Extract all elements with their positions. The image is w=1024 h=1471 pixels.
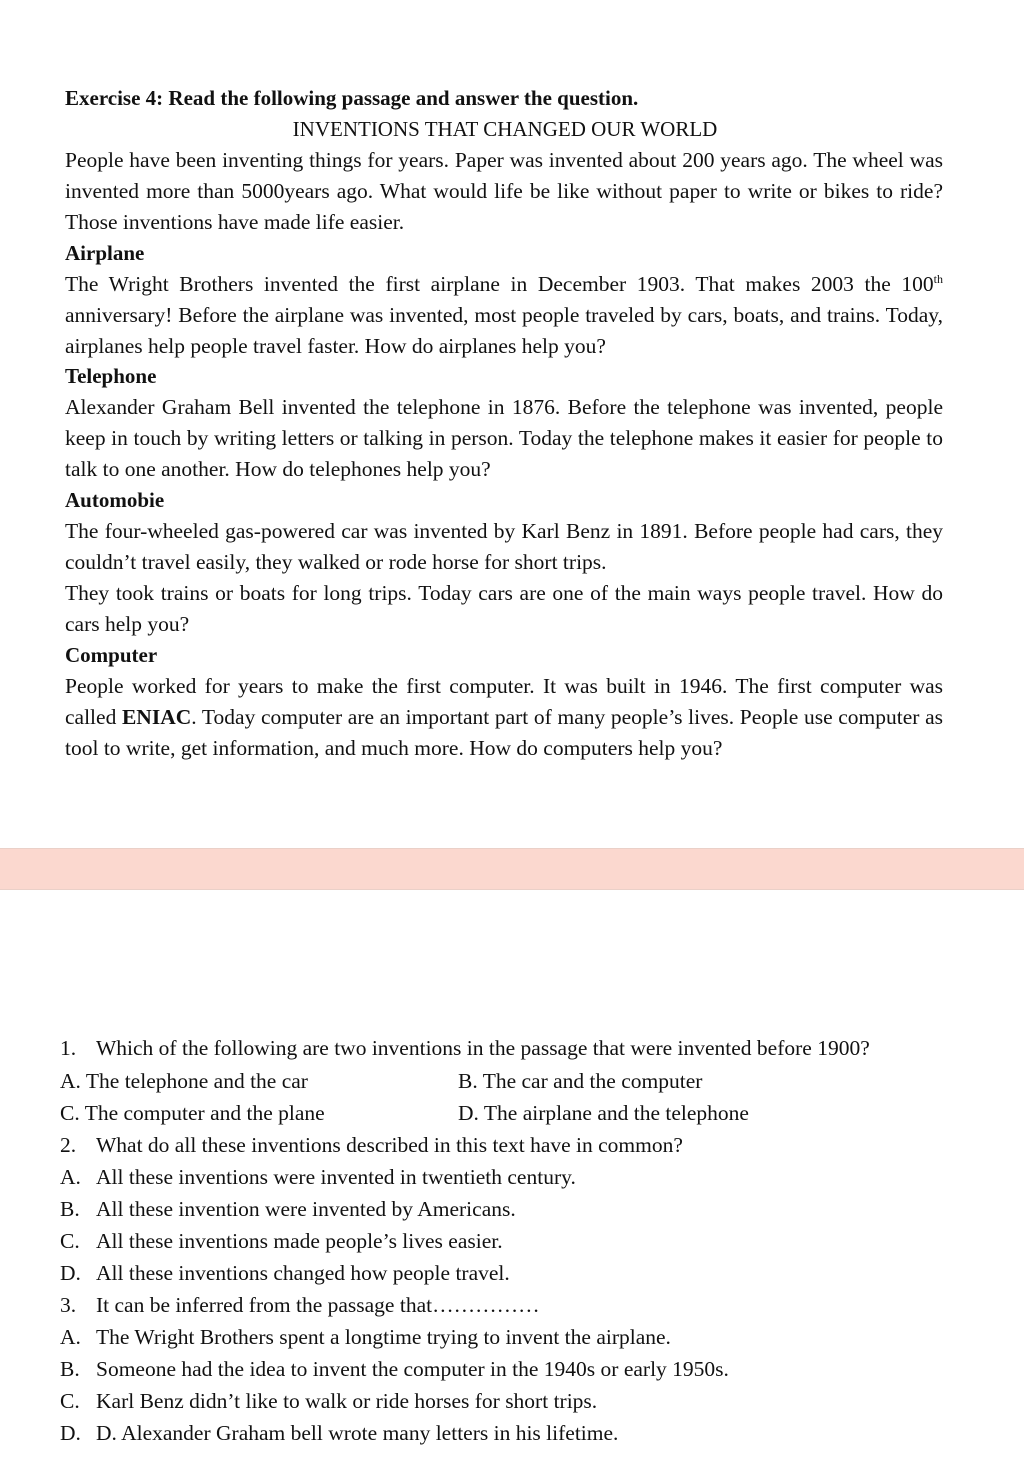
- option-text: Someone had the idea to invent the computer in the 1940s or early 1950s.: [96, 1357, 729, 1381]
- option-3d: [60, 1421, 618, 1446]
- question-number: 1.: [60, 1036, 77, 1060]
- option-text: The computer and the plane: [84, 1101, 325, 1125]
- option-text: The airplane and the telephone: [483, 1101, 749, 1125]
- option-letter: D.: [458, 1101, 479, 1125]
- option-text: D. Alexander Graham bell wrote many letters in his lifetime.: [96, 1421, 619, 1445]
- question-2: [60, 1133, 683, 1158]
- option-text: The telephone and the car: [85, 1069, 308, 1093]
- option-1a: [60, 1069, 308, 1094]
- option-letter: C.: [60, 1389, 80, 1413]
- option-letter: A.: [60, 1069, 81, 1093]
- telephone-paragraph: Alexander Graham Bell invented the telephone in 1876. Before the telephone was invented, people keep in touch by writing letters or talking in person. Today the telephone makes it easier for people to talk to one another. How do telephones help you?: [65, 395, 943, 481]
- option-letter: B.: [60, 1357, 80, 1381]
- option-text: All these inventions were invented in twentieth century.: [96, 1165, 576, 1189]
- question-text: Which of the following are two inventions in the passage that were invented before 1900?: [96, 1036, 870, 1060]
- section-title-airplane: Airplane: [65, 241, 145, 265]
- computer-text-b: . Today computer are an important part of many people’s lives. People use computer as tool to write, get information, and much more. How do computers help you?: [65, 705, 943, 760]
- questions-page: [0, 888, 1024, 1471]
- question-text: It can be inferred from the passage that……………: [96, 1293, 540, 1317]
- option-3a: [60, 1325, 671, 1350]
- option-text: The car and the computer: [482, 1069, 703, 1093]
- option-3b: [60, 1357, 729, 1382]
- airplane-text-a: The Wright Brothers invented the first airplane in December 1903. That makes 2003 the 100: [65, 272, 934, 296]
- option-1c: [60, 1101, 325, 1126]
- option-letter: B.: [60, 1197, 80, 1221]
- option-text: All these inventions changed how people travel.: [96, 1261, 510, 1285]
- option-2d: [60, 1261, 510, 1286]
- option-1b: [458, 1069, 702, 1094]
- exercise-heading: Exercise 4: Read the following passage and answer the question.: [65, 86, 639, 110]
- automobile-paragraph-2: They took trains or boats for long trips. Today cars are one of the main ways people travel. How do cars help you?: [65, 581, 943, 636]
- page-separator: [0, 848, 1024, 890]
- computer-eniac: ENIAC: [121, 705, 192, 729]
- option-text: The Wright Brothers spent a longtime trying to invent the airplane.: [96, 1325, 671, 1349]
- question-text: What do all these inventions described in this text have in common?: [96, 1133, 683, 1157]
- airplane-text-b: anniversary! Before the airplane was invented, most people traveled by cars, boats, and trains. Today, airplanes help people travel faster. How do airplanes help you?: [65, 303, 943, 358]
- option-text: Karl Benz didn’t like to walk or ride horses for short trips.: [96, 1389, 598, 1413]
- option-letter: C.: [60, 1229, 80, 1253]
- option-letter: B.: [458, 1069, 478, 1093]
- question-number: 2.: [60, 1133, 77, 1157]
- section-title-automobile: Automobie: [65, 488, 165, 512]
- option-letter: D.: [60, 1261, 81, 1285]
- option-2a: [60, 1165, 576, 1190]
- section-title-computer: Computer: [65, 643, 158, 667]
- question-number: 3.: [60, 1293, 77, 1317]
- option-letter: D.: [60, 1421, 81, 1445]
- airplane-sup: th: [933, 271, 943, 286]
- question-1: [60, 1036, 870, 1061]
- airplane-paragraph: [65, 269, 943, 362]
- computer-paragraph: [65, 671, 943, 764]
- intro-paragraph: People have been inventing things for years. Paper was invented about 200 years ago. The wheel was invented more than 5000years ago. What would life be like without paper to write or bikes to ride? Those inventions have made life easier.: [65, 148, 943, 234]
- section-title-telephone: Telephone: [65, 364, 157, 388]
- computer-text-a: People worked for years to make the first computer. It was built in 1946. The first computer was called: [65, 674, 943, 729]
- option-letter: A.: [60, 1165, 81, 1189]
- passage-title: INVENTIONS THAT CHANGED OUR WORLD: [292, 117, 718, 141]
- option-1d: [458, 1101, 749, 1126]
- automobile-paragraph-1: The four-wheeled gas-powered car was invented by Karl Benz in 1891. Before people had cars, they couldn’t travel easily, they walked or rode horse for short trips.: [65, 519, 943, 574]
- option-letter: A.: [60, 1325, 81, 1349]
- option-2b: [60, 1197, 516, 1222]
- option-2c: [60, 1229, 503, 1254]
- option-3c: [60, 1389, 597, 1414]
- option-text: All these invention were invented by Americans.: [96, 1197, 516, 1221]
- option-text: All these inventions made people’s lives easier.: [96, 1229, 503, 1253]
- option-letter: C.: [60, 1101, 80, 1125]
- question-3: [60, 1293, 540, 1318]
